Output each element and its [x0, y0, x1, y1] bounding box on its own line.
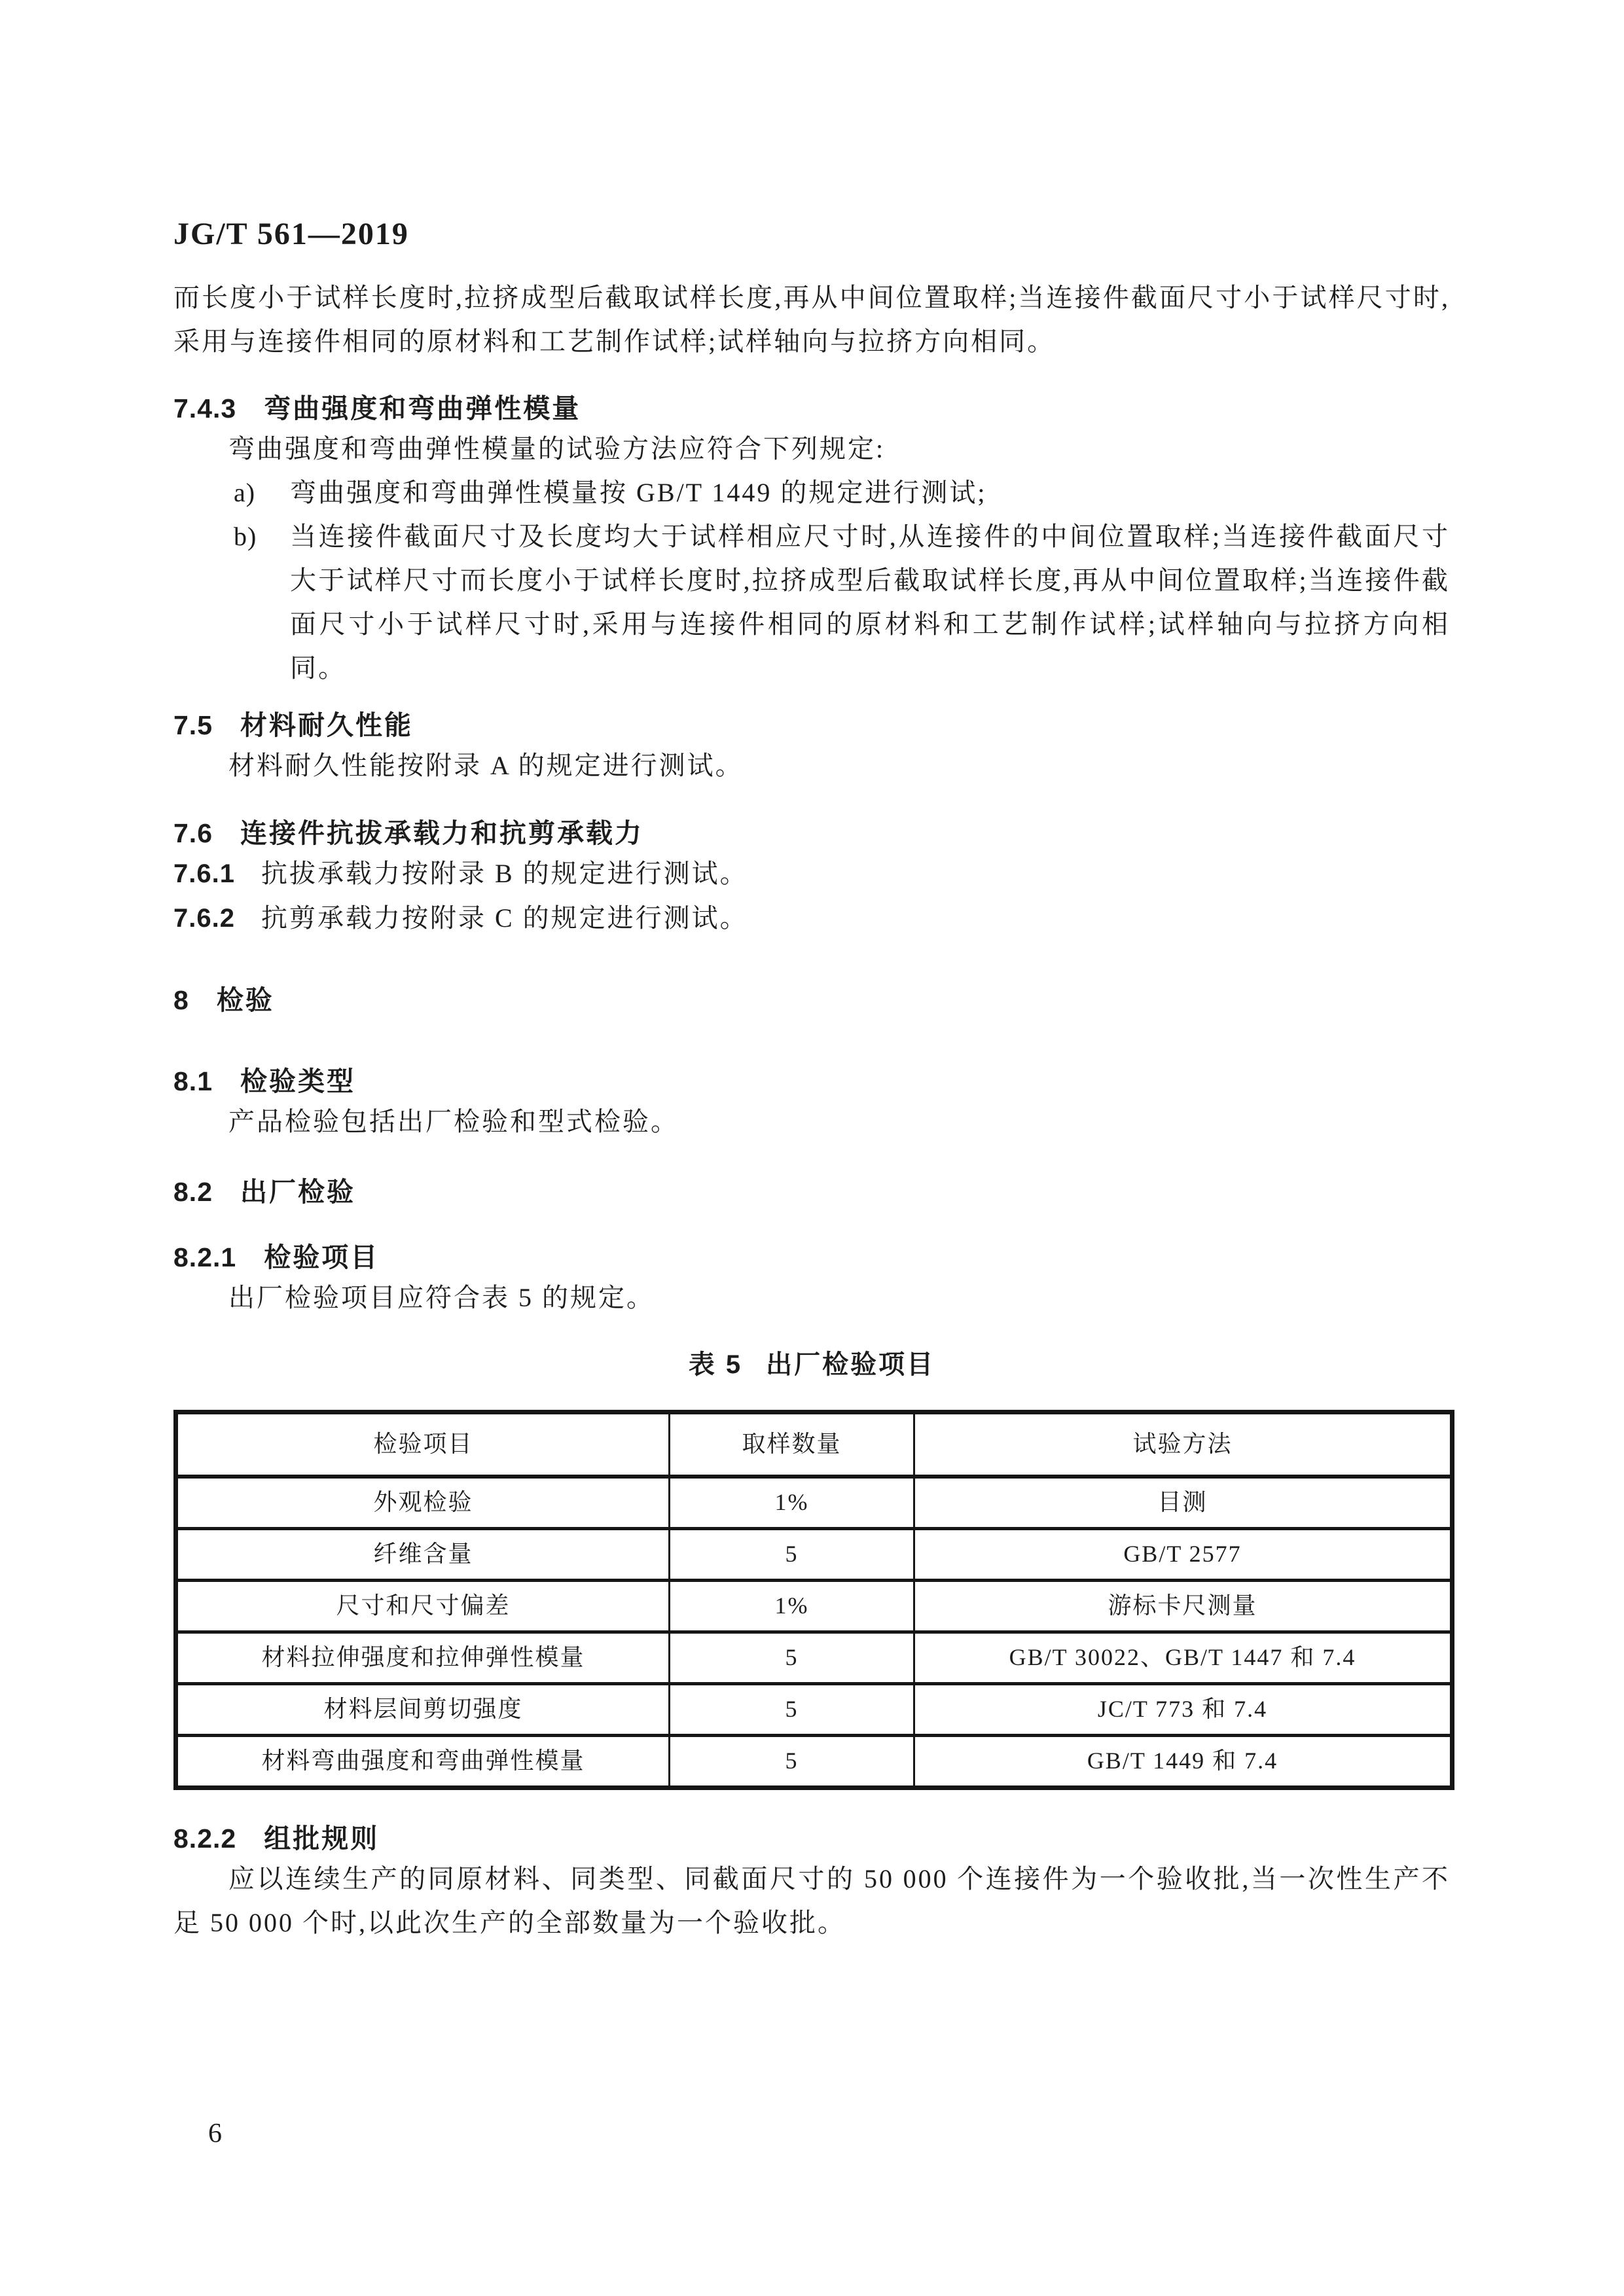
list-item-text: 弯曲强度和弯曲弹性模量按 GB/T 1449 的规定进行测试;: [290, 478, 987, 507]
list-item-b: [173, 514, 1450, 690]
cell-item: 材料拉伸强度和拉伸弹性模量: [176, 1632, 670, 1684]
table-row: [176, 1684, 1453, 1736]
cell-item: 材料弯曲强度和弯曲弹性模量: [176, 1736, 670, 1788]
cell-method: 目测: [914, 1477, 1453, 1529]
clause-title: 连接件抗拔承载力和抗剪承载力: [240, 818, 643, 848]
cell-qty: 5: [670, 1736, 914, 1788]
cell-qty: 1%: [670, 1477, 914, 1529]
list-item-a: [173, 471, 1450, 514]
list-item-text: 当连接件截面尺寸及长度均大于试样相应尺寸时,从连接件的中间位置取样;当连接件截面尺寸大于试样尺寸而长度小于试样长度时,拉挤成型后截取试样长度,再从中间位置取样;当连接件截面尺寸小于试样尺寸时,采用与连接件相同的原材料和工艺制作试样;试样轴向与拉挤方向相同。: [290, 522, 1450, 683]
clause-number: 7.6.1: [173, 859, 235, 888]
cell-item: 尺寸和尺寸偏差: [176, 1581, 670, 1632]
clause-text: 抗剪承载力按附录 C 的规定进行测试。: [261, 903, 748, 933]
clause-7-5-text: 材料耐久性能按附录 A 的规定进行测试。: [228, 751, 744, 780]
list-marker: a): [234, 478, 256, 507]
table-5-caption: [173, 1346, 1450, 1383]
clause-heading-8: [173, 982, 1450, 1018]
clause-text: 抗拔承载力按附录 B 的规定进行测试。: [261, 859, 748, 888]
clause-heading-7-4-3: [173, 390, 1450, 427]
clause-number: 8.2.1: [173, 1242, 237, 1272]
cell-item: 材料层间剪切强度: [176, 1684, 670, 1736]
clause-7-6-2: [173, 896, 1450, 941]
table-caption-title: 出厂检验项目: [766, 1350, 935, 1379]
column-header-method: 试验方法: [914, 1412, 1453, 1477]
page-body: [173, 0, 1450, 1945]
column-header-qty: 取样数量: [670, 1412, 914, 1477]
page-number: 6: [208, 2119, 222, 2149]
clause-heading-7-5: [173, 707, 1450, 744]
clause-heading-8-1: [173, 1063, 1450, 1100]
cell-qty: 5: [670, 1529, 914, 1581]
clause-title: 检验类型: [240, 1066, 355, 1096]
table-caption-label: 表 5: [688, 1350, 743, 1379]
clause-number: 7.6: [173, 818, 213, 848]
cell-method: JC/T 773 和 7.4: [914, 1684, 1453, 1736]
clause-title: 检验项目: [264, 1242, 380, 1272]
clause-7-4-3-list: [173, 471, 1450, 690]
clause-heading-7-6: [173, 815, 1450, 852]
cell-qty: 5: [670, 1632, 914, 1684]
table-row: [176, 1477, 1453, 1529]
clause-number: 7.4.3: [173, 393, 237, 423]
table-row: [176, 1632, 1453, 1684]
clause-number: 8.2: [173, 1177, 213, 1207]
clause-number: 7.5: [173, 710, 213, 740]
clause-number: 7.6.2: [173, 904, 235, 933]
clause-title: 弯曲强度和弯曲弹性模量: [264, 393, 581, 423]
running-header-standard-code: JG/T 561—2019: [173, 217, 409, 251]
clause-7-4-3-intro: 弯曲强度和弯曲弹性模量的试验方法应符合下列规定:: [228, 434, 886, 463]
table-header-row: [176, 1412, 1453, 1477]
clause-number: 8.2.2: [173, 1823, 237, 1854]
clause-number: 8: [173, 985, 189, 1015]
clause-heading-8-2-2: [173, 1820, 1450, 1857]
list-marker: b): [234, 522, 257, 551]
clause-7-6-1: [173, 852, 1450, 896]
cell-method: GB/T 1449 和 7.4: [914, 1736, 1453, 1788]
table-row: [176, 1581, 1453, 1632]
table-5-factory-inspection-items: [173, 1410, 1454, 1790]
clause-title: 出厂检验: [240, 1177, 355, 1207]
clause-heading-8-2: [173, 1174, 1450, 1210]
clause-8-1-text: 产品检验包括出厂检验和型式检验。: [228, 1107, 679, 1136]
cell-item: 外观检验: [176, 1477, 670, 1529]
table-row: [176, 1529, 1453, 1581]
column-header-item: 检验项目: [176, 1412, 670, 1477]
table-row: [176, 1736, 1453, 1788]
clause-number: 8.1: [173, 1066, 213, 1096]
clause-8-2-2-text: 应以连续生产的同原材料、同类型、同截面尺寸的 50 000 个连接件为一个验收批,当一次性生产不足 50 000 个时,以此次生产的全部数量为一个验收批。: [173, 1864, 1450, 1937]
clause-heading-8-2-1: [173, 1239, 1450, 1276]
clause-8-2-1-text: 出厂检验项目应符合表 5 的规定。: [228, 1283, 655, 1312]
clause-title: 检验: [216, 985, 274, 1015]
continuation-paragraph: 而长度小于试样长度时,拉挤成型后截取试样长度,再从中间位置取样;当连接件截面尺寸小于试样尺寸时,采用与连接件相同的原材料和工艺制作试样;试样轴向与拉挤方向相同。: [173, 283, 1450, 356]
cell-method: GB/T 30022、GB/T 1447 和 7.4: [914, 1632, 1453, 1684]
clause-title: 材料耐久性能: [240, 710, 413, 740]
cell-method: GB/T 2577: [914, 1529, 1453, 1581]
clause-title: 组批规则: [264, 1823, 380, 1854]
cell-method: 游标卡尺测量: [914, 1581, 1453, 1632]
cell-qty: 1%: [670, 1581, 914, 1632]
cell-qty: 5: [670, 1684, 914, 1736]
cell-item: 纤维含量: [176, 1529, 670, 1581]
